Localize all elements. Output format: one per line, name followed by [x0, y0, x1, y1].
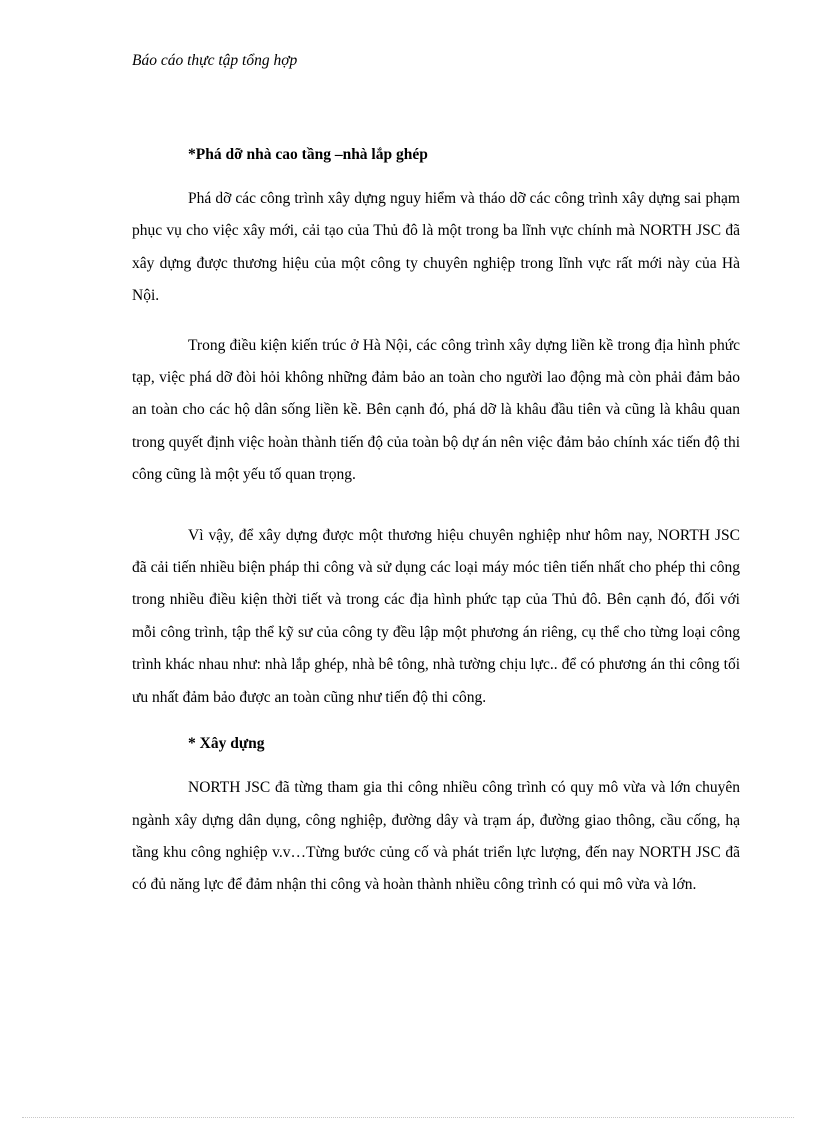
paragraph-construction: NORTH JSC đã từng tham gia thi công nhiều công trình có quy mô vừa và lớn chuyên ngành xây dựng dân dụng, công nghiệp, đường dây và trạm áp, đường giao thông, cầu cống, hạ tầng khu công nghiệp v.v…Từng bước củng cố và phát triển lực lượng, đến nay NORTH JSC đã có đủ năng lực để đảm nhận thi công và hoàn thành nhiều công trình có qui mô vừa và lớn. [132, 779, 740, 894]
paragraph-demolition-intro: Phá dỡ các công trình xây dựng nguy hiểm và tháo dỡ các công trình xây dựng sai phạm phục vụ cho việc xây mới, cải tạo của Thủ đô là một trong ba lĩnh vực chính mà NORTH JSC đã xây dựng được thương hiệu của một công ty chuyên nghiệp trong lĩnh vực rất mới này của Hà Nội. [132, 190, 740, 305]
paragraph-demolition-conditions: Trong điều kiện kiến trúc ở Hà Nội, các công trình xây dựng liền kề trong địa hình phức tạp, việc phá dỡ đòi hỏi không những đảm bảo an toàn cho người lao động mà còn phải đảm bảo an toàn cho các hộ dân sống liền kề. Bên cạnh đó, phá dỡ là khâu đầu tiên và cũng là khâu quan trong quyết định việc hoàn thành tiến độ của toàn bộ dự án nên việc đảm bảo chính xác tiến độ thi công cũng là một yếu tố quan trọng. [132, 336, 740, 484]
document-body [132, 142, 740, 919]
page-bottom-rule [22, 1117, 794, 1118]
running-header: Báo cáo thực tập tổng hợp [132, 52, 298, 69]
section-heading-demolition: *Phá dỡ nhà cao tầng –nhà lắp ghép [188, 146, 428, 163]
paragraph-demolition-methods: Vì vậy, để xây dựng được một thương hiệu chuyên nghiệp như hôm nay, NORTH JSC đã cải tiến nhiều biện pháp thi công và sử dụng các loại máy móc tiên tiến nhất cho phép thi công trong nhiều điều kiện thời tiết và trong các địa hình phức tạp của Thủ đô. Bên cạnh đó, đối với mỗi công trình, tập thể kỹ sư của công ty đều lập một phương án riêng, cụ thể cho từng loại công trình khác nhau như: nhà lắp ghép, nhà bê tông, nhà tường chịu lực.. để có phương án thi công tối ưu nhất đảm bảo được an toàn cũng như tiến độ thi công. [132, 526, 740, 706]
section-heading-construction: * Xây dựng [188, 735, 265, 753]
